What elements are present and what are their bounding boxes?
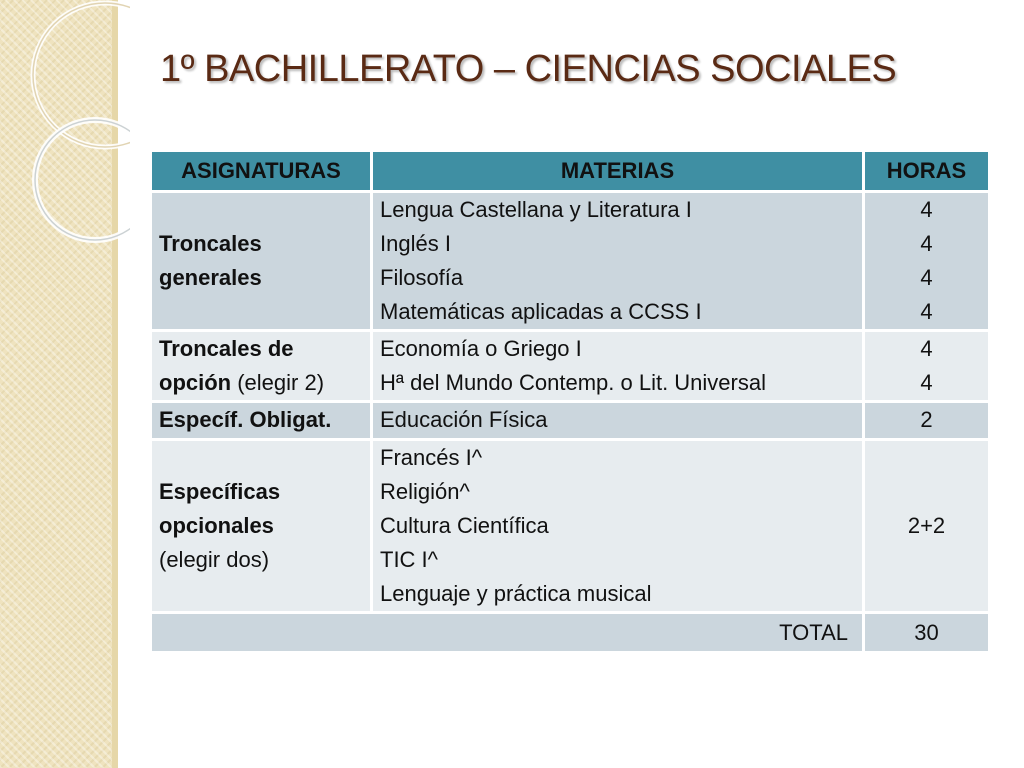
table-header-row: [151, 151, 990, 192]
table-row: [151, 192, 990, 331]
subject-item: Hª del Mundo Contemp. o Lit. Universal: [380, 370, 766, 395]
hours-cell: [864, 440, 990, 613]
group-troncales-opcion: [151, 331, 372, 402]
hours-value: 4: [920, 370, 933, 395]
header-materias: MATERIAS: [372, 151, 864, 192]
hours-cell: [864, 402, 990, 440]
hours-value: 4: [920, 197, 933, 222]
hours-cell: [864, 331, 990, 402]
header-horas: HORAS: [864, 151, 990, 192]
subjects-cell: [372, 192, 864, 331]
group-troncales-generales: Troncales generales: [151, 192, 372, 331]
subject-item: Matemáticas aplicadas a CCSS I: [380, 299, 702, 324]
subjects-cell: [372, 440, 864, 613]
header-asignaturas: ASIGNATURAS: [151, 151, 372, 192]
subjects-cell: [372, 331, 864, 402]
table-total-row: [151, 613, 990, 653]
hours-cell: [864, 192, 990, 331]
group-especificas-opcionales: [151, 440, 372, 613]
group-label: Troncales de opción: [159, 336, 294, 395]
subject-item: Lenguaje y práctica musical: [380, 581, 652, 606]
subject-item: TIC I^: [380, 547, 438, 572]
hours-value: 2+2: [907, 513, 946, 538]
subject-item: Economía o Griego I: [380, 336, 582, 361]
group-note: (elegir 2): [231, 370, 325, 395]
total-value: 30: [864, 613, 990, 653]
hours-value: 4: [920, 231, 933, 256]
hours-value: 4: [920, 336, 933, 361]
subject-item: Francés I^: [380, 445, 483, 470]
subject-item: Lengua Castellana y Literatura I: [380, 197, 692, 222]
table-row: [151, 402, 990, 440]
page-title: 1º BACHILLERATO – CIENCIAS SOCIALES: [160, 48, 897, 90]
subjects-table: [149, 149, 991, 654]
subject-item: Inglés I: [380, 231, 451, 256]
hours-value: 4: [920, 299, 933, 324]
decorative-circles: [0, 0, 130, 300]
group-label: Específicas opcionales: [159, 479, 281, 538]
subjects-cell: [372, 402, 864, 440]
subject-item: Filosofía: [380, 265, 464, 290]
total-label: TOTAL: [151, 613, 864, 653]
subject-item: Cultura Científica: [380, 513, 549, 538]
table-row: [151, 331, 990, 402]
group-note: (elegir dos): [159, 547, 270, 572]
table-row: [151, 440, 990, 613]
subject-item: Religión^: [380, 479, 470, 504]
group-especif-obligat: Específ. Obligat.: [151, 402, 372, 440]
subject-item: Educación Física: [380, 407, 548, 432]
hours-value: 4: [920, 265, 933, 290]
hours-value: 2: [920, 407, 933, 432]
